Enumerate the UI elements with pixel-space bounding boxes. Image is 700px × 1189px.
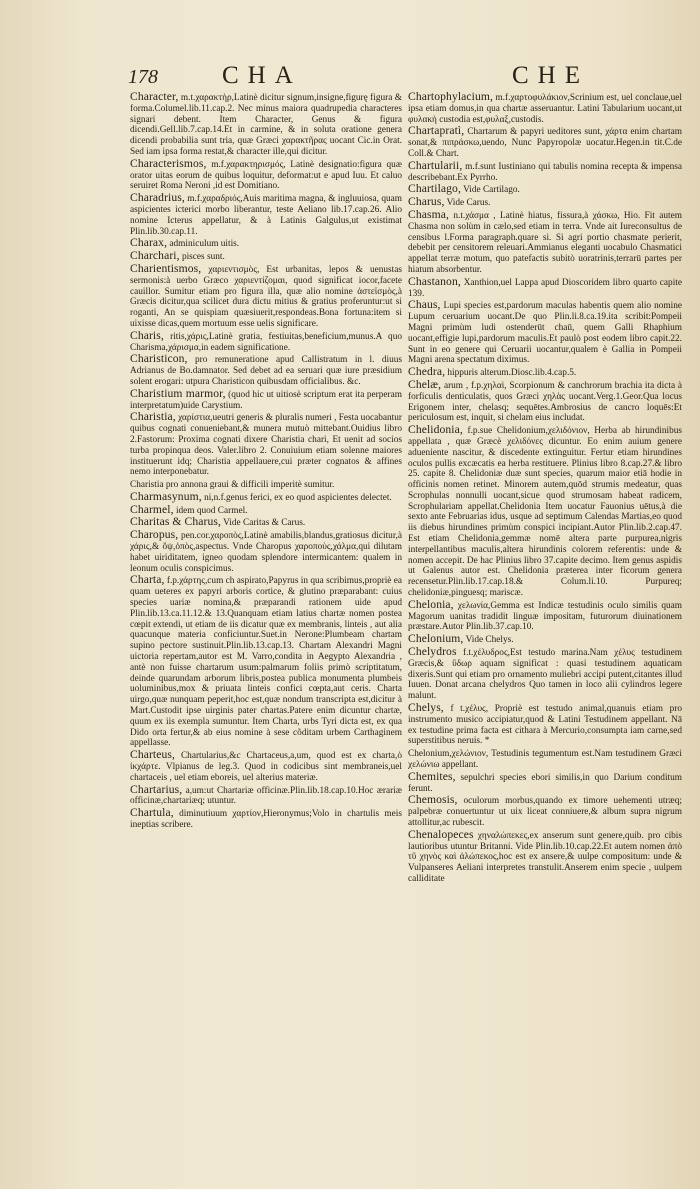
headword: Chelæ, bbox=[408, 377, 442, 391]
dictionary-entry bbox=[130, 261, 402, 330]
dictionary-entry bbox=[408, 92, 682, 125]
dictionary-entry bbox=[408, 197, 682, 209]
entry-text: sepulchri species ebori similis,in quo Darium conditum ferunt. bbox=[408, 772, 682, 794]
headword: Charta, bbox=[130, 573, 165, 587]
headword: Characterismos, bbox=[130, 156, 207, 170]
headword: Charteus, bbox=[130, 748, 176, 762]
entry-text: Lupi species est,pardorum maculas habentis quem alio nomine Lupum ceruarium uocant.De quo Plin.li.8.ca.19.ita scribit:Pompeii Magni primùm ludi ostenderūt chaū, quem Galli Rhaphium uocant,effigie lupi,pardorum maculis.Et paulò post eodem libro capit.22. Sunt in eo genere qui Ceruarii uocantur,qualem è Gallia in Pompeii Magni arena spectatum diximus. bbox=[408, 301, 682, 366]
headword: Charmasynum, bbox=[130, 489, 202, 503]
entry-text: Vide Carus. bbox=[446, 198, 491, 209]
entry-text: m.f.sunt Iustiniano qui tabulis nomina recepta & impensa describebant.Ex Pyrrho. bbox=[408, 161, 682, 183]
entry-text: Charistia pro annona graui & difficili imperitè sumitur. bbox=[130, 480, 335, 491]
running-head-left: CHA bbox=[222, 62, 302, 89]
headword: Chaus, bbox=[408, 298, 441, 312]
dictionary-entry bbox=[408, 597, 682, 633]
entry-text: Chartularius,&c Chartaceus,a,um, quod est ex charta,ὁ ἰκχάρτε. Vlpianus de leg.3. Quod in codicibus sint membraneis,uel chartaceis , uel etiam eboreis, uel alterius materiæ. bbox=[130, 751, 402, 783]
headword: Charis, bbox=[130, 328, 164, 342]
entry-text: a,um:ut Chartariæ officinæ.Plin.lib.18.cap.10.Hoc ærariæ officinæ,chartariæq; utuntur. bbox=[130, 785, 402, 807]
headword: Chartula, bbox=[130, 806, 174, 820]
headword: Chastanon, bbox=[408, 274, 461, 288]
headword: Chartularii, bbox=[408, 158, 463, 172]
headword: Chartarius, bbox=[130, 782, 183, 796]
dictionary-entry bbox=[130, 530, 402, 574]
headword: Charus, bbox=[408, 195, 445, 209]
entry-text: χαρίστια,ueutri generis & pluralis numeri , Festa uocabantur quibus cognati conueniebant,& munera mutuò mittebant.Ouidius libro 2.Fastorum: Proxima cognati dixere Charistia chari, Et uenit ad socios turba propinqua deos. Valer.libro 2. Conuiuium etiam solenne maiores instituerunt idq; Charistia appellauere,cui præter cognatos & affines nemo interponebatur. bbox=[130, 413, 402, 478]
dictionary-entry bbox=[130, 354, 402, 387]
dictionary-entry bbox=[130, 193, 402, 237]
headword: Chemosis, bbox=[408, 793, 458, 807]
dictionary-entry bbox=[408, 300, 682, 366]
entry-text: Chartarum & papyri ueditores sunt, χάρτα enim chartam sonat,& πιπράσκω,uendo, Nunc Papyropolæ uocatur.Hegen.in tit.C.de Coll.& Chart. bbox=[408, 127, 682, 159]
entry-text: ni,n.f.genus ferici, ex eo quod aspicientes delectet. bbox=[204, 492, 392, 503]
entry-text: χελωνία,Gemma est Indicæ testudinis oculo similis quam Magorum uanitas tradidit linguæ impositam, futurorum diuinationem præstare.Autor Plin.lib.37.cap.10. bbox=[408, 600, 682, 633]
entry-text: oculorum morbus,quando ex timore uehementi utræq; palpebræ conuertuntur ut uix liceat conniuere,& album supra nigrum attollitur,ac rubescit. bbox=[408, 796, 682, 828]
entry-text: adminiculum uitis. bbox=[169, 239, 240, 250]
entry-text: Vide Chelys. bbox=[465, 635, 514, 646]
dictionary-entry bbox=[408, 425, 682, 599]
dictionary-entry bbox=[408, 647, 682, 702]
entry-text: χηναλώπεκες,ex anserum sunt genere,quib. pro cibis lautioribus utuntur Britanni. Vide Plin.lib.10.cap.22.Et autem nomen ἀπὸ τῦ χηνὸς καὶ ἀλώπεκος,hoc est ex ansere,& uulpe compositum: unde & Vulpanseres Aeliani interpretes transtulit.Anserem enim specie , uulpem calliditate bbox=[408, 830, 682, 884]
headword: Charmel, bbox=[130, 502, 174, 516]
headword: Chenalopeces bbox=[408, 827, 474, 841]
headword: Charientismos, bbox=[130, 261, 202, 275]
headword: Chelys, bbox=[408, 701, 444, 715]
entry-text: m.t.χαρακτὴρ,Latinè dicitur signum,insigne,figurę figura & forma.Columel.lib.11.cap.2. Nec minus maiora quadrupedia characteres signari debent. Item Character, Genus & figura dicendi.Gell.lib.7.cap.14.Et in carmine, & in soluta oratione genera dicendi probabilia sunt tria, quæ Græci χαρακτῆρας uocant Cic.in Orat. Sed iam ipsa forma restat,& character ille,qui dicitur. bbox=[130, 93, 402, 157]
entry-text: arum , f.p.χηλαὶ, Scorpionum & canchrorum brachia ita dicta à forficulis denticulatis, quos Græci χηλὰς uocant.Verg.1.Geor.Qua locus Erigonem inter, chelasq; sequētes.Ambrosius de cancro loquēs:Et periculosum est, inquit, si chelam eius includat. bbox=[408, 380, 682, 424]
entry-text: diminutiuum χαρτίον,Hieronymus;Volo in chartulis meis ineptias scribere. bbox=[130, 809, 402, 830]
headword: Charistia, bbox=[130, 410, 176, 424]
dictionary-entry bbox=[408, 703, 682, 747]
headword: Chartapratì, bbox=[408, 124, 465, 138]
dictionary-entry bbox=[408, 126, 682, 159]
entry-text: pisces sunt. bbox=[181, 252, 225, 263]
entry-text: ritis,χάρις,Latinè gratia, festiuitas,beneficium,munus.A quo Charisma,χάρισμα,in eadem significatione. bbox=[130, 331, 402, 353]
entry-text: idem quod Carmel. bbox=[175, 505, 248, 516]
entry-text: χαριεντισμὸς, Est urbanitas, lepos & uenustas sermonis:à uerbo Græco χαριεντίζομαι, quod significat iocor,facete cauillor. Sumitur etiam pro figura illa, quæ alio nomine ἀστεϊσμὸς,à Græcis dicitur,qua scilicet dura dictu mitius & gratius proferuntur:ut si roganti, An se quispiam quæsiuerit,respondeas.Bona fortuna:item si uixisse dicas,quem mortuum esse uelis significare. bbox=[130, 264, 402, 329]
page-header bbox=[0, 62, 700, 92]
headword: Chartophylacium, bbox=[408, 92, 493, 103]
dictionary-entry bbox=[408, 207, 682, 276]
entry-text: f t.χέλυς, Propriè est testudo animal,quanuis etiam pro instrumento musico accipiatur,quod & Latini Testudinem appellant. Nā ex testudine prima facta est cithara à Mercurio,consumpta iam carne,sed superstitibus neruis. * bbox=[408, 704, 682, 747]
headword: Chelonium, bbox=[408, 632, 464, 646]
dictionary-entry bbox=[130, 782, 402, 808]
running-head-right: CHE bbox=[512, 62, 589, 89]
dictionary-entry bbox=[408, 158, 682, 184]
headword: Chasma, bbox=[408, 207, 449, 221]
left-column bbox=[130, 92, 402, 1177]
dictionary-entry bbox=[408, 367, 682, 379]
entry-text: f.p.χάρτης,cum ch aspirato,Papyrus in qua scribimus,propriè ea quam ueteres ex papyri arboris cortice, & glutino præparabant: cuius species uariæ nomina,& præparandi rationem uide apud Plin.lib.13.ca.11.12.& 13.Quanquam etiam latius chartæ nomen postea cœpit extendi, ut etiam de iis dicatur quæ ex membranis, linteis , aut alia quacunque materia conficiuntur.Suet.in Nerone:Plumbeam chartam supino pectore sustinuit.Plin.lib.13.cap.13. Chartam Alexandri Magni uictoria repertam,autor est M. Varro,condita in Aegypto Alexandria , antè non fuisse chartarum usum:palmarum foliis primò scriptitatum, deinde quarundam arborum libris,postea publica monumenta plumbeis uoluminibus,mox & priuata linteis confici cœpta,aut ceris. Charta uirgo,quæ nunquam peperit,hoc est,quæ nondum transcripta est,dicitur à Mart.Custodit ipse uirginis pater chartas.Patere enim dicuntur chartæ, quum ex iis exempla sumuntur. Item Charta, urbs Tyri dicta est, ex qua Dido orta fertur,& ab eius nomine à sese cõditam urbem Carthaginem appellasse. bbox=[130, 576, 402, 749]
right-column bbox=[408, 92, 682, 1177]
headword: Character, bbox=[130, 92, 179, 103]
headword: Chelonia, bbox=[408, 597, 454, 611]
headword: Charistium marmor, bbox=[130, 386, 226, 400]
dictionary-entry bbox=[130, 412, 402, 478]
dictionary-entry bbox=[130, 156, 402, 192]
entry-text: Vide Caritas & Carus. bbox=[223, 518, 306, 529]
dictionary-entry bbox=[130, 750, 402, 783]
entry-text: m.f.χαραδριός,Auis maritima magna, & ingluuiosa, quam aspicientes icterici morbo liberantur, teste Aeliano lib.17.cap.26. Alio nomine Icterus appellatur, & à Latinis Galgulus,ut existimat Plin.lib.30.cap.11. bbox=[130, 194, 402, 237]
dictionary-entry bbox=[130, 92, 402, 158]
entry-text: m.f.χαρακτηρισμός, Latinè designatio:figura quæ orator uitas eorum de quibus loquitur, deformat:ut e apud Iuu. Et caluo seruiret Roma Neroni ,id est Domitiano. bbox=[130, 159, 402, 192]
headword: Charchari, bbox=[130, 249, 180, 263]
headword: Charadrius, bbox=[130, 191, 185, 205]
page-number: 178 bbox=[128, 66, 158, 88]
entry-text: (quod hic ut uitiosè scriptum erat ita perperam interpretatum)uide Carystium. bbox=[130, 389, 402, 411]
dictionary-entry bbox=[130, 808, 402, 831]
dictionary-entry bbox=[408, 827, 682, 885]
entry-text: m.f.χαρτοφυλάκιον,Scrinium est, uel conclaue,uel ipsa etiam domus,in qua chartæ asseruantur. Latini Tabularium uocant,ut φυλακὴ custodia est,φυλαξ,custodis. bbox=[408, 93, 682, 125]
headword: Charitas & Charus, bbox=[130, 515, 221, 529]
dictionary-entry bbox=[408, 748, 682, 771]
dictionary-entry bbox=[130, 575, 402, 749]
dictionary-entry bbox=[408, 795, 682, 828]
headword: Chemites, bbox=[408, 769, 456, 783]
dictionary-entry bbox=[130, 328, 402, 354]
entry-text: pen.cor.χαροπὸς,Latinè amabilis,blandus,gratiosus dicitur,à χάρις,& ὄψ,ὀπὸς,aspectus. Vnde Charopus χαροποὺς,χάλμα,qui dilutam habet uiriditatem, igneo quodam splendore intermicantem: qualem in leonum oculis conspicimus. bbox=[130, 531, 402, 574]
entry-text: Chelonium,χελώνιον, Testudinis tegumentum est.Nam testudinem Græci χελώνιω appellant. bbox=[408, 749, 682, 771]
entry-text: Vide Cartilago. bbox=[463, 185, 520, 196]
entry-text: n.t.χάσμα , Latinè hiatus, fissura,à χάσκω, Hio. Fit autem Chasma non solùm in cælo,sed etiam in terra. Vnde ait Iureconsultus de censibus l.Forma paragraph.quare si. Si agri portio chasmate perierit, debebit per censitorem releuari.Ammianus eleganti uocabulo Chasmatici appellat terræ motum, quo patefactis subitò uoratrinis,terrarū partes per hiatum absorbentur. bbox=[408, 210, 682, 275]
dictionary-entry bbox=[130, 386, 402, 412]
headword: Charax, bbox=[130, 236, 168, 250]
headword: Chartilago, bbox=[408, 182, 461, 196]
dictionary-entry bbox=[408, 274, 682, 300]
dictionary-entry bbox=[408, 769, 682, 795]
entry-text: Xanthion,uel Lappa apud Dioscoridem libro quarto capite 139. bbox=[408, 277, 682, 299]
entry-text: pro remuneratione apud Callistratum in l. diuus Adrianus de Bo.damnator. Sed debet ad ea seruari quæ iure præsidium solent erogari: utpura Charisticon quibusdam officialibus. &c. bbox=[130, 355, 402, 387]
headword: Chedra, bbox=[408, 365, 446, 379]
entry-text: f.t.χέλυδρος,Est testudo marina.Nam χέλυς testudinem Græcis,& ὕδωρ aquam significat : quasi testudinem aquaticam dixeris.Sunt qui etiam pro ornamento muliebri accipi putent,citantes illud Iuuen. Donat arcana chelydros Quo tamen in loco alii cylindros legere malunt. bbox=[408, 648, 682, 702]
dictionary-entry bbox=[408, 184, 682, 196]
headword: Charopus, bbox=[130, 528, 179, 542]
dictionary-entry bbox=[408, 377, 682, 424]
headword: Charisticon, bbox=[130, 352, 188, 366]
entry-text: hippuris alterum.Diosc.lib.4.cap.5. bbox=[447, 368, 577, 379]
entry-text: f.p.sue Chelidonium,χελιδόνιον, Herba ab hirundinibus appellata , quæ Græcè χελιδόνες dicuntur. Eo enim auium genere adueniente nascitur, & discedente extinguitur. Fertur etiam hirundines oculos pullis excæcatis ea herba restituere. Plinius libro 8.cap.27.& libro 25. capite 8. Chelidoniæ duæ sunt species, quarum maior etiā hodie in officinis nomen retinet. Minorem autem,quōd strumis medeatur, quas Scrophulas nonnulli uocant,sicue quod strumosam habeat radicem, Scrophulariam appellat.Chelidonia Item uocatur Fauonius uētus,à die sexto ante Februarias idus, usque ad septimum Calendas Martias,eo quod iis diebus hirundines primùm conspici incipiant.Autor Plin.lib.2.cap.47. Est etiam Chelidonia,gemmæ nomē altera parte purpurea,nigris interpellantibus maculis,altera hirundinis colorem referentis: unde & nomen accepit. De hac Plinius libro 37.capite decimo. Item genus aspidis ut Galenus autor est. Chelidonia præterea inter ficorum genera recensetur.Plin.lib.17.cap.18.& Colum.li.10. Purpureq; chelidoniæ,pinguesq; mariscæ. bbox=[408, 426, 682, 599]
headword: Chelydros bbox=[408, 645, 457, 659]
headword: Chelidonia, bbox=[408, 423, 463, 437]
